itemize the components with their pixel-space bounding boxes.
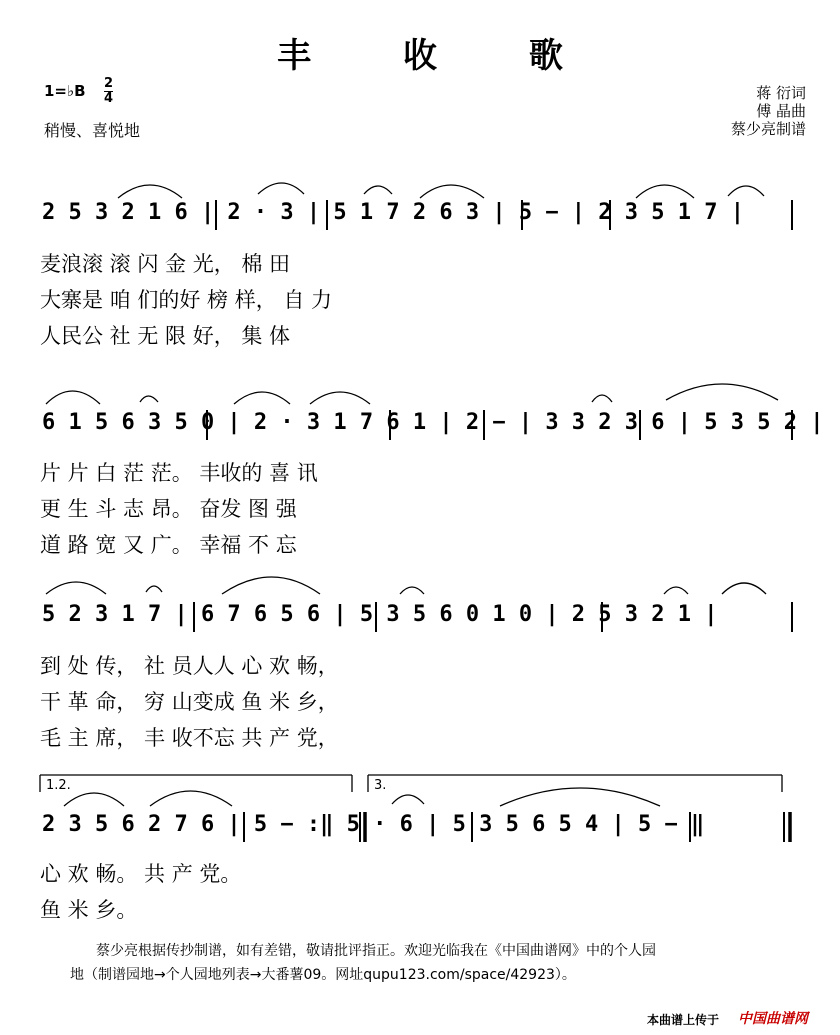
site-logo[interactable]: 中国曲谱网 (738, 1011, 808, 1027)
lyric-row-3-verse-2: 干 革 命， 穷 山变成 鱼 米 乡， (40, 690, 339, 714)
volta-3: 3. (374, 778, 387, 793)
notation-row-1: 2 5 3 2 1 6 | 2 · 3 | 5 1 7 2 6 3 | 5 − | 2 3 5 1 7 | (42, 200, 744, 225)
lyric-row-3-verse-1: 到 处 传， 社 员人人 心 欢 畅， (40, 654, 339, 678)
tempo-marking: 稍慢、喜悦地 (44, 121, 141, 140)
lyric-row-4-verse-2: 鱼 米 乡。 (40, 898, 138, 922)
song-title: 丰 收 歌 (277, 36, 603, 76)
volta-1-2: 1.2. (46, 778, 71, 793)
notation-row-4: 2 3 5 6 2 7 6 | 5 − :‖ 5 · 6 | 5 3 5 6 5 4 | 5 − ‖ (42, 812, 705, 837)
notation-row-2: 6 1 5 6 3 5 0 | 2 · 3 1 7 6 1 | 2 − | 3 3 2 3 6 | 5 3 5 2 | (42, 410, 824, 435)
lyric-row-2-verse-2: 更 生 斗 志 昂。 奋发 图 强 (40, 497, 297, 521)
lyric-row-2-verse-1: 片 片 白 茫 茫。 丰收的 喜 讯 (40, 461, 318, 485)
composer-credit: 傅 晶曲 (756, 102, 806, 120)
notation-credit: 蔡少亮制谱 (730, 120, 806, 138)
lyric-row-1-verse-1: 麦浪滚 滚 闪 金 光， 棉 田 (40, 252, 291, 276)
key-signature: 1=♭B (44, 82, 86, 100)
lyric-row-1-verse-2: 大寨是 咱 们的好 榜 样， 自 力 (40, 288, 333, 312)
meter-numerator: 2 (104, 76, 114, 91)
lyric-row-1-verse-3: 人民公 社 无 限 好， 集 体 (40, 324, 291, 348)
lyric-row-3-verse-3: 毛 主 席， 丰 收不忘 共 产 党， (40, 726, 339, 750)
meter-denominator: 4 (104, 91, 114, 106)
footer-note-line-2: 地（制谱园地→个人园地列表→大番薯09。网址qupu123.com/space/42923）。 (70, 967, 576, 983)
lyricist-credit: 蒋 衍词 (756, 84, 806, 102)
lyric-row-2-verse-3: 道 路 宽 又 广。 幸福 不 忘 (40, 533, 297, 557)
lyric-row-4-verse-1: 心 欢 畅。 共 产 党。 (40, 862, 242, 886)
footer-note-line-1: 蔡少亮根据传抄制谱，如有差错，敬请批评指正。欢迎光临我在《中国曲谱网》中的个人园 (96, 943, 656, 959)
notation-row-3: 5 2 3 1 7 | 6 7 6 5 6 | 5 3 5 6 0 1 0 | 2 5 3 2 1 | (42, 602, 718, 627)
upload-label: 本曲谱上传于 (647, 1013, 720, 1027)
